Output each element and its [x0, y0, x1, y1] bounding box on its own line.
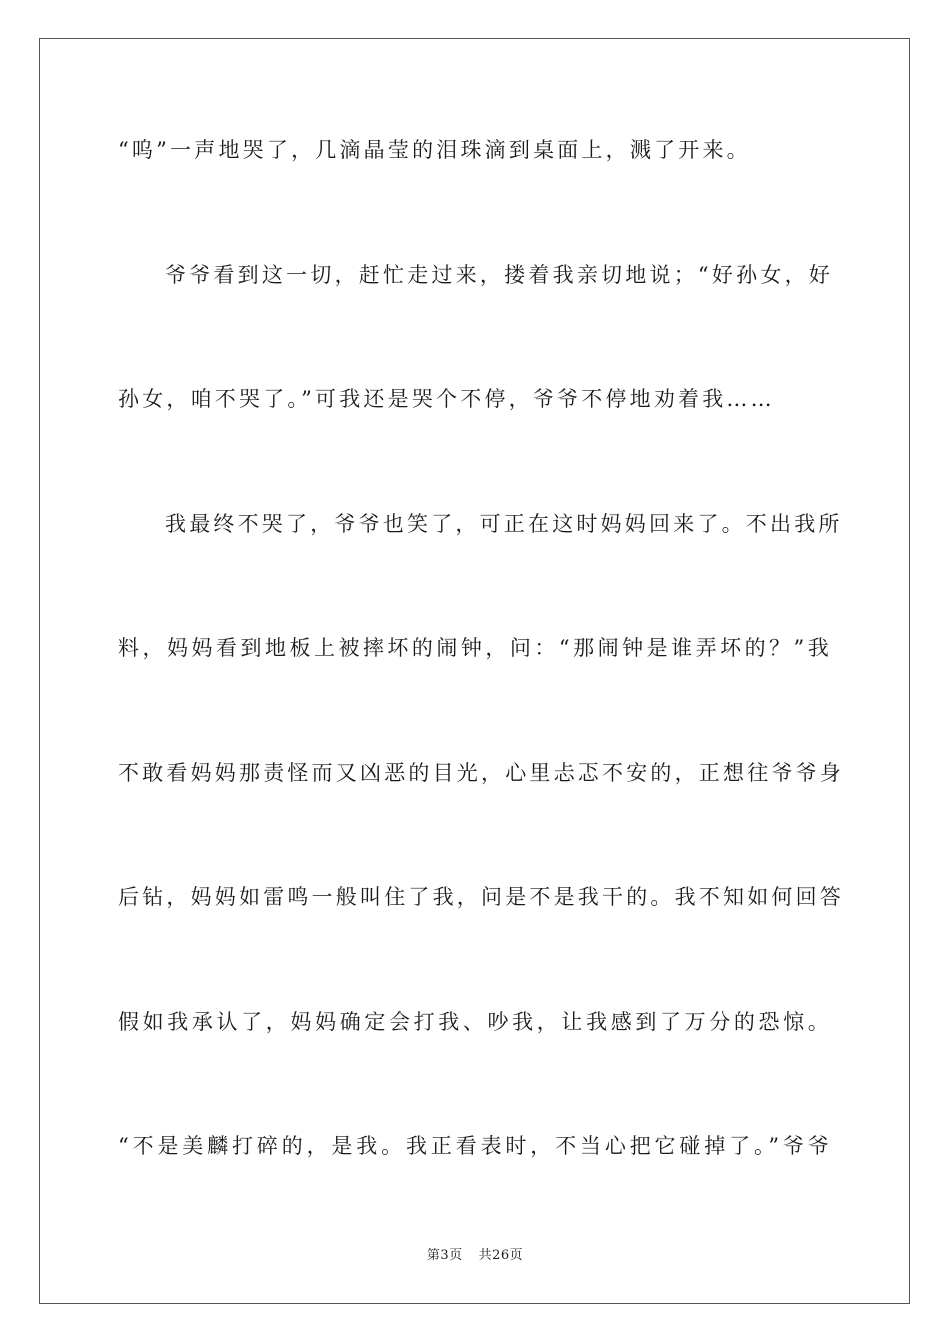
text-line: “不是美麟打碎的，是我。我正看表时，不当心把它碰掉了。”爷爷 — [118, 1134, 832, 1158]
page-number: 第3页 — [426, 1248, 463, 1263]
text-line: 假如我承认了，妈妈确定会打我、吵我，让我感到了万分的恐惊。 — [118, 1010, 832, 1034]
text-line: 孙女，咱不哭了。”可我还是哭个不停，爷爷不停地劝着我…… — [118, 387, 775, 411]
page-total: 共26页 — [478, 1248, 524, 1263]
page-border — [39, 38, 910, 1304]
text-line: 我最终不哭了，爷爷也笑了，可正在这时妈妈回来了。不出我所 — [165, 512, 843, 536]
text-line: 爷爷看到这一切，赶忙走过来，搂着我亲切地说；“好孙女，好 — [165, 263, 833, 287]
page-footer — [0, 1247, 950, 1265]
text-line: 料，妈妈看到地板上被摔坏的闹钟，问：“那闹钟是谁弄坏的？”我 — [118, 636, 832, 660]
text-line: 后钻，妈妈如雷鸣一般叫住了我，问是不是我干的。我不知如何回答 — [118, 885, 844, 909]
text-line: “呜”一声地哭了，几滴晶莹的泪珠滴到桌面上，溅了开来。 — [118, 138, 751, 162]
text-line: 不敢看妈妈那责怪而又凶恶的目光，心里忐忑不安的，正想往爷爷身 — [118, 761, 844, 785]
